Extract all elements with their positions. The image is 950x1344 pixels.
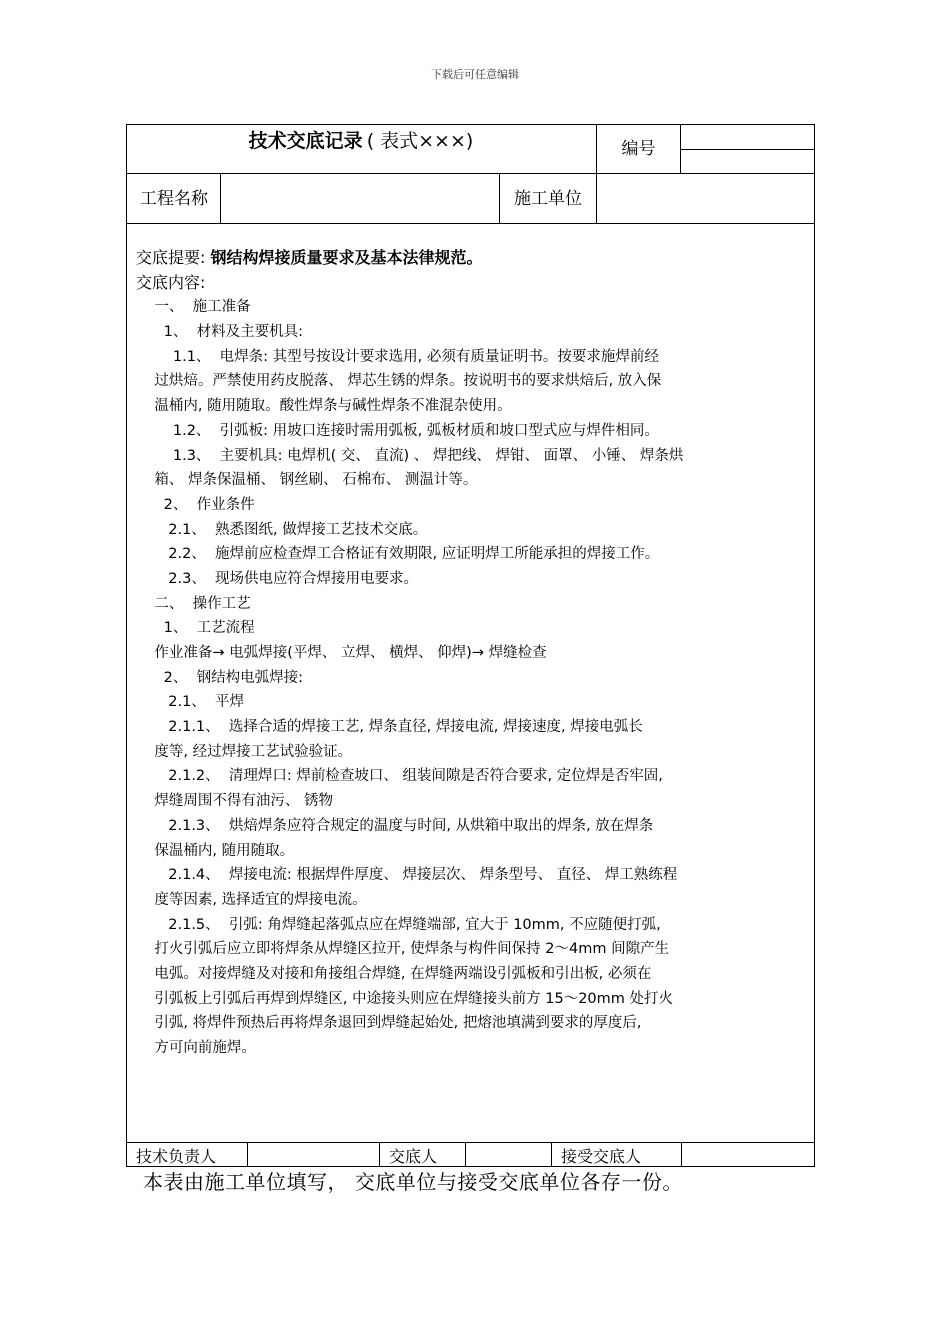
content-line: 焊缝周围不得有油污、 锈物: [136, 793, 334, 810]
disclosure-content: [136, 246, 766, 1061]
content-line: 箱、 焊条保温桶、 钢丝刷、 石棉布、 测温计等。: [136, 472, 478, 489]
receiver-label: 接受交底人: [561, 1146, 642, 1166]
content-lines: [136, 295, 766, 1060]
project-name-label: 工程名称: [140, 188, 208, 209]
tech-lead-field[interactable]: [248, 1143, 378, 1167]
summary-line: [136, 246, 766, 271]
content-line: 1.3、 主要机具: 电焊机( 交、 直流) 、 焊把线、 焊钳、 面罩、 小锤、 焊条烘: [136, 447, 684, 464]
col-divider-footer-2: [379, 1142, 380, 1167]
content-line: 2.1.3、 烘焙焊条应符合规定的温度与时间, 从烘箱中取出的焊条, 放在焊条: [136, 817, 654, 834]
content-line: 度等因素, 选择适宜的焊接电流。: [136, 891, 367, 908]
discloser-label: 交底人: [389, 1146, 438, 1166]
content-line: 2.1、 熟悉图纸, 做焊接工艺技术交底。: [136, 521, 428, 538]
form-title: [126, 124, 596, 154]
content-line: 2、 作业条件: [136, 496, 255, 513]
content-line: 打火引弧后应立即将焊条从焊缝区拉开, 使焊条与构件间保持 2～4mm 间隙产生: [136, 941, 670, 958]
content-line: 2.1.4、 焊接电流: 根据焊件厚度、 焊接层次、 焊条型号、 直径、 焊工熟练程: [136, 867, 678, 884]
construction-unit-field[interactable]: [597, 174, 815, 223]
content-line: 2.2、 施焊前应检查焊工合格证有效期限, 应证明焊工所能承担的焊接工作。: [136, 546, 660, 563]
content-line: 1、 材料及主要机具:: [136, 324, 303, 341]
content-line: 方可向前施焊。: [136, 1040, 256, 1056]
content-line: 过烘焙。严禁使用药皮脱落、 焊芯生锈的焊条。按说明书的要求烘焙后, 放入保: [136, 373, 662, 390]
summary-text: 钢结构焊接质量要求及基本法律规范。: [210, 248, 483, 267]
content-line: 保温桶内, 随用随取。: [136, 842, 295, 859]
content-line: 2、 钢结构电弧焊接:: [136, 669, 303, 686]
content-line: 2.1.2、 清理焊口: 焊前检查坡口、 组装间隙是否符合要求, 定位焊是否牢固,: [136, 768, 663, 785]
form-title-paren: ( 表式×××): [366, 129, 474, 152]
summary-label: 交底提要:: [136, 248, 206, 267]
number-field-top[interactable]: [681, 124, 815, 149]
content-line: 二、 操作工艺: [136, 595, 251, 612]
number-label: 编号: [621, 138, 656, 159]
content-line: 温桶内, 随用随取。酸性焊条与碱性焊条不准混杂使用。: [136, 398, 512, 415]
row-divider-project: [126, 223, 815, 224]
content-label: 交底内容:: [136, 272, 206, 292]
construction-unit-label: 施工单位: [514, 188, 582, 209]
content-line: 作业准备→ 电弧焊接(平焊、 立焊、 横焊、 仰焊)→ 焊缝检查: [136, 645, 547, 661]
content-line: 1、 工艺流程: [136, 620, 255, 637]
content-line: 引弧板上引弧后再焊到焊缝区, 中途接头则应在焊缝接头前方 15～20mm 处打火: [136, 990, 674, 1007]
receiver-field[interactable]: [682, 1143, 814, 1167]
discloser-field[interactable]: [466, 1143, 550, 1167]
content-line: 2.1、 平焊: [136, 694, 245, 711]
content-line: 2.1.1、 选择合适的焊接工艺, 焊条直径, 焊接电流, 焊接速度, 焊接电弧长: [136, 719, 643, 736]
project-name-field[interactable]: [221, 174, 499, 223]
footnote: 本表由施工单位填写， 交底单位与接受交底单位各存一份。: [143, 1170, 683, 1194]
tech-lead-label: 技术负责人: [136, 1146, 217, 1166]
content-line: 1.2、 引弧板: 用坡口连接时需用弧板, 弧板材质和坡口型式应与焊件相同。: [136, 422, 659, 439]
content-line: 2.1.5、 引弧: 角焊缝起落弧点应在焊缝端部, 宜大于 10mm, 不应随便打弧,: [136, 916, 661, 933]
header-note: 下载后可任意编辑: [431, 68, 519, 81]
content-line: 度等, 经过焊接工艺试验验证。: [136, 743, 353, 760]
content-line: 引弧, 将焊件预热后再将焊条退回到焊缝起始处, 把熔池填满到要求的厚度后,: [136, 1015, 642, 1032]
content-line: 1.1、 电焊条: 其型号按设计要求选用, 必须有质量证明书。按要求施焊前经: [136, 348, 659, 365]
number-field-bottom[interactable]: [681, 150, 815, 173]
content-line: 一、 施工准备: [136, 299, 251, 316]
form-title-main: 技术交底记录: [248, 129, 363, 152]
content-line: 电弧。对接焊缝及对接和角接组合焊缝, 在焊缝两端设引弧板和引出板, 必须在: [136, 965, 652, 982]
col-divider-footer-4: [551, 1142, 552, 1167]
content-line: 2.3、 现场供电应符合焊接用电要求。: [136, 570, 419, 587]
